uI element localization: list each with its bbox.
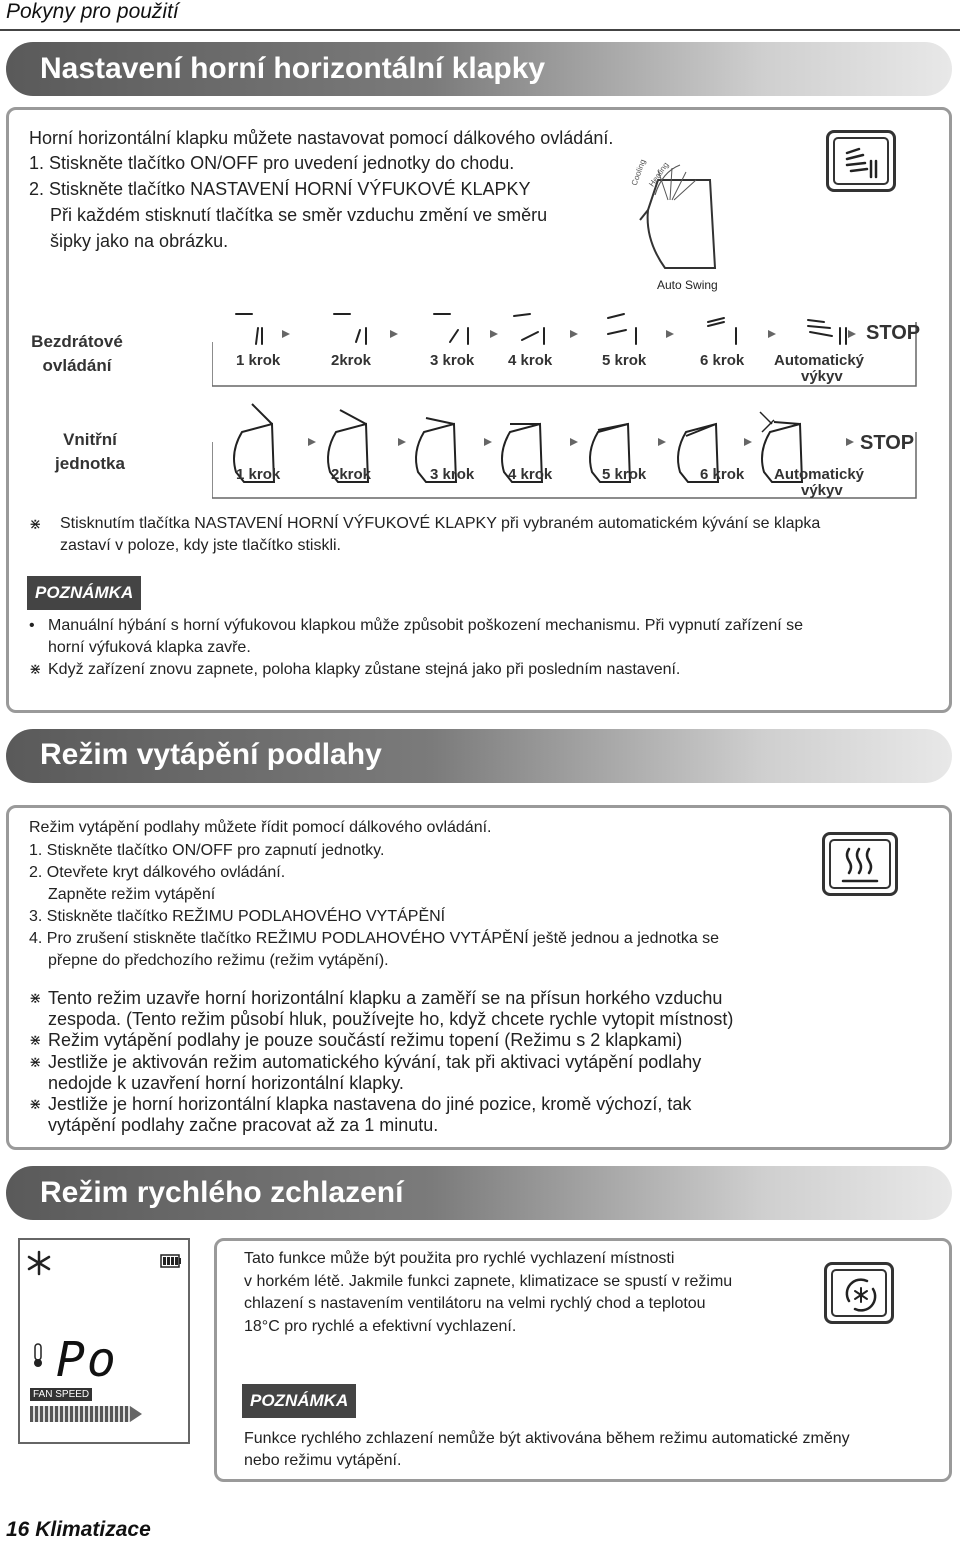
snowflake-icon xyxy=(26,1250,52,1276)
swing-button-icon xyxy=(826,130,896,192)
r1-auto-2: výkyv xyxy=(801,368,843,385)
section3-banner xyxy=(6,1166,952,1220)
floor-heating-icon xyxy=(822,832,898,896)
s2-line-5: 4. Pro zrušení stiskněte tlačítko REŽIMU PODLAHOVÉHO VYTÁPĚNÍ ještě jednou a jednotka se xyxy=(29,930,720,947)
r2-step-5: 5 krok xyxy=(602,466,647,483)
r2-step-3: 3 krok xyxy=(430,466,475,483)
s3-line-3: 18°C pro rychlé a efektivní vychlazení. xyxy=(244,1318,517,1335)
s2-note-1: zespoda. (Tento režim působí hluk, používejte ho, když chcete rychle vytopit místnost) xyxy=(48,1009,734,1029)
header-rule xyxy=(0,29,960,31)
r1-step-3: 3 krok xyxy=(430,352,475,369)
s2-line-6: přepne do předchozího režimu (režim vytápění). xyxy=(48,952,389,969)
s3-line-2: chlazení s nastavením ventilátoru na velmi rychlý chod a teplotou xyxy=(244,1295,706,1312)
r2-step-2: 2krok xyxy=(331,466,372,483)
s1-asterisk-note-1: zastaví v poloze, kdy jste tlačítko stiskli. xyxy=(60,537,341,554)
r2-step-1: 1 krok xyxy=(236,466,281,483)
s3-note-badge: POZNÁMKA xyxy=(242,1384,356,1418)
asterisk-mark-2: ⋇ xyxy=(29,661,42,678)
s2-note-5: Jestliže je horní horizontální klapka nastavena do jiné pozice, kromě výchozí, tak xyxy=(48,1094,692,1114)
s2-asterisk-2: ⋇ xyxy=(29,1054,42,1071)
asterisk-mark-1: ⋇ xyxy=(29,516,42,533)
s2-note-6: vytápění podlahy začne pracovat až za 1 minutu. xyxy=(48,1115,439,1135)
s3-note-0: Funkce rychlého zchlazení nemůže být aktivována během režimu automatické změny xyxy=(244,1430,850,1447)
s2-note-3: Jestliže je aktivován režim automatického kývání, tak při aktivaci vytápění podlahy xyxy=(48,1052,702,1072)
running-title: Pokyny pro použití xyxy=(6,0,179,23)
fan-speed-label: FAN SPEED xyxy=(30,1388,92,1401)
s1-intro-0: Horní horizontální klapku můžete nastavovat pomocí dálkového ovládání. xyxy=(29,128,614,148)
s1-intro-2: 2. Stiskněte tlačítko NASTAVENÍ HORNÍ VÝFUKOVÉ KLAPKY xyxy=(29,179,531,199)
fan-speed-bar xyxy=(30,1406,130,1422)
r2-auto-1: Automatický xyxy=(774,466,865,483)
section3-title: Režim rychlého zchlazení xyxy=(40,1176,404,1209)
s1-intro-1: 1. Stiskněte tlačítko ON/OFF pro uvedení jednotky do chodu. xyxy=(29,153,515,173)
row2-label: Vnitřní jednotka xyxy=(55,430,125,473)
s2-asterisk-1: ⋇ xyxy=(29,1032,42,1049)
s1-asterisk-note-0: Stisknutím tlačítka NASTAVENÍ HORNÍ VÝFUKOVÉ KLAPKY při vybraném automatickém kývání se klapka xyxy=(60,515,821,532)
s3-line-0: Tato funkce může být použita pro rychlé vychlazení místnosti xyxy=(244,1250,675,1267)
section2-title: Režim vytápění podlahy xyxy=(40,738,382,771)
r1-step-5: 5 krok xyxy=(602,352,647,369)
s2-note-4: nedojde k uzavření horní horizontální klapky. xyxy=(48,1073,404,1093)
s2-line-2: 2. Otevřete kryt dálkového ovládání. xyxy=(29,864,286,881)
r2-step-6: 6 krok xyxy=(700,466,745,483)
section2-banner xyxy=(6,729,952,783)
r2-auto-2: výkyv xyxy=(801,482,843,499)
lcd-mode-text: Po xyxy=(56,1332,118,1388)
s1-note-2: Když zařízení znovu zapnete, poloha klapky zůstane stejná jako při posledním nastavení. xyxy=(48,661,681,678)
page-footer xyxy=(6,1518,151,1542)
remote-lcd-display xyxy=(18,1238,190,1444)
s1-note-1: horní výfuková klapka zavře. xyxy=(48,639,251,656)
s2-line-1: 1. Stiskněte tlačítko ON/OFF pro zapnutí jednotky. xyxy=(29,842,385,859)
r1-step-6: 6 krok xyxy=(700,352,745,369)
r1-step-2: 2krok xyxy=(331,352,372,369)
row1-label: Bezdrátové ovládání xyxy=(31,332,123,375)
s2-asterisk-0: ⋇ xyxy=(29,990,42,1007)
s1-intro-3: Při každém stisknutí tlačítka se směr vzduchu změní ve směru xyxy=(50,205,548,225)
s2-line-0: Režim vytápění podlahy můžete řídit pomocí dálkového ovládání. xyxy=(29,819,492,836)
s2-line-4: 3. Stiskněte tlačítko REŽIMU PODLAHOVÉHO VYTÁPĚNÍ xyxy=(29,908,446,925)
fan-speed-arrow xyxy=(130,1406,142,1422)
section1-banner xyxy=(6,42,952,96)
s1-note-0: Manuální hýbání s horní výfukovou klapkou může způsobit poškození mechanismu. Při vypnutí zařízení se xyxy=(48,617,804,634)
s1-note-badge: POZNÁMKA xyxy=(27,576,141,610)
s2-note-0: Tento režim uzavře horní horizontální klapku a zaměří se na přísun horkého vzduchu xyxy=(48,988,723,1008)
page-footer-text: 16 Klimatizace xyxy=(6,1518,151,1541)
bullet-mark: • xyxy=(29,617,35,634)
s2-note-2: Režim vytápění podlahy je pouze součástí režimu topení (Režimu s 2 klapkami) xyxy=(48,1030,683,1050)
r1-step-1: 1 krok xyxy=(236,352,281,369)
thermometer-icon xyxy=(30,1342,46,1368)
auto-swing-label: Auto Swing xyxy=(657,278,718,292)
section1-title: Nastavení horní horizontální klapky xyxy=(40,52,546,85)
s3-line-1: v horkém létě. Jakmile funkci zapnete, klimatizace se spustí v režimu xyxy=(244,1273,733,1290)
s2-asterisk-3: ⋇ xyxy=(29,1096,42,1113)
battery-icon xyxy=(160,1254,182,1268)
s1-intro-4: šipky jako na obrázku. xyxy=(50,231,229,251)
diagram-heating-label: Heating xyxy=(647,160,671,189)
s3-note-1: nebo režimu vytápění. xyxy=(244,1452,402,1469)
s2-line-3: Zapněte režim vytápění xyxy=(48,886,216,903)
jet-cool-icon xyxy=(824,1262,894,1324)
unit-stop: STOP xyxy=(860,432,915,454)
remote-stop: STOP xyxy=(866,322,921,344)
diagram-cooling-label: Cooling xyxy=(629,158,648,187)
r1-step-4: 4 krok xyxy=(508,352,553,369)
r2-step-4: 4 krok xyxy=(508,466,553,483)
r1-auto-1: Automatický xyxy=(774,352,865,369)
